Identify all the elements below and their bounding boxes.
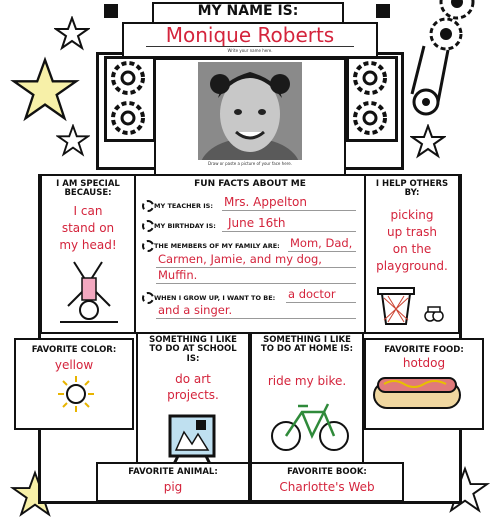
help-line-2: up trash [387, 225, 437, 239]
grow-line-1: a doctor [288, 287, 336, 301]
gear-bullet-icon [142, 240, 154, 252]
home-value: ride my bike. [267, 374, 347, 388]
bicycle-icon [268, 398, 352, 454]
teacher-label: MY TEACHER IS: [154, 202, 213, 210]
gear-icon [108, 98, 148, 138]
teacher-line [222, 210, 356, 211]
family-label: THE MEMBERS OF MY FAMILY ARE: [154, 242, 280, 250]
gear-bullet-icon [142, 292, 154, 304]
help-line-1: picking [390, 208, 434, 222]
bottle-icon [424, 304, 444, 324]
pulley-belt-icon [404, 26, 460, 116]
family-line-2: Carmen, Jamie, and my dog, [158, 252, 322, 266]
name-line [146, 46, 354, 47]
gear-icon [350, 58, 390, 98]
grow-rule-1 [286, 302, 356, 303]
headstand-drawing-icon [54, 256, 124, 326]
star-icon [10, 56, 80, 126]
hotdog-icon [370, 372, 464, 414]
trash-can-icon [374, 284, 418, 328]
food-header: FAVORITE FOOD: [384, 345, 464, 355]
book-header: FAVORITE BOOK: [287, 467, 367, 477]
face-photo [198, 62, 302, 160]
family-line-1: Mom, Dad, [290, 236, 353, 250]
grow-label: WHEN I GROW UP, I WANT TO BE: [154, 294, 276, 302]
page-title: MY NAME IS: [197, 3, 299, 19]
color-header: FAVORITE COLOR: [31, 345, 117, 355]
help-line-4: playground. [376, 259, 448, 273]
gear-bullet-icon [142, 220, 154, 232]
special-line-3: my head! [59, 238, 117, 252]
fun-facts-header: FUN FACTS ABOUT ME [194, 179, 306, 189]
gear-bullet-icon [142, 200, 154, 212]
star-icon [54, 16, 90, 52]
special-line-2: stand on [61, 221, 115, 235]
birthday-line [222, 231, 356, 232]
birthday-label: MY BIRTHDAY IS: [154, 222, 216, 230]
grow-rule-2 [156, 318, 356, 319]
sun-icon [56, 374, 96, 414]
home-header: SOMETHING I LIKE TO DO AT HOME IS: [260, 335, 354, 355]
grow-line-2: and a singer. [158, 303, 233, 317]
birthday-value: June 16th [228, 216, 286, 230]
color-value: yellow [54, 358, 94, 372]
school-header: SOMETHING I LIKE TO DO AT SCHOOL IS: [149, 335, 237, 364]
teacher-value: Mrs. Appelton [224, 195, 307, 209]
family-rule-3 [156, 283, 356, 284]
school-line-1: do art [175, 372, 211, 386]
antenna-right [376, 4, 390, 18]
gear-icon [350, 98, 390, 138]
family-line-3: Muffin. [158, 268, 198, 282]
special-header: I AM SPECIAL BECAUSE: [56, 179, 120, 199]
gear-icon [108, 58, 148, 98]
photo-hint: Draw or paste a picture of your face here. [208, 161, 292, 166]
animal-value: pig [163, 480, 183, 494]
star-icon [56, 124, 90, 158]
antenna-left [104, 4, 118, 18]
name-hint: Write your name here. [227, 48, 273, 53]
food-value: hotdog [402, 356, 446, 370]
help-header: I HELP OTHERS BY: [375, 179, 449, 199]
special-line-1: I can [73, 204, 103, 218]
art-easel-icon [162, 412, 222, 468]
book-value: Charlotte's Web [279, 480, 375, 494]
school-line-2: projects. [167, 388, 219, 402]
animal-header: FAVORITE ANIMAL: [128, 467, 218, 477]
help-line-3: on the [392, 242, 432, 256]
name-value: Monique Roberts [165, 23, 335, 47]
star-icon [410, 124, 446, 160]
